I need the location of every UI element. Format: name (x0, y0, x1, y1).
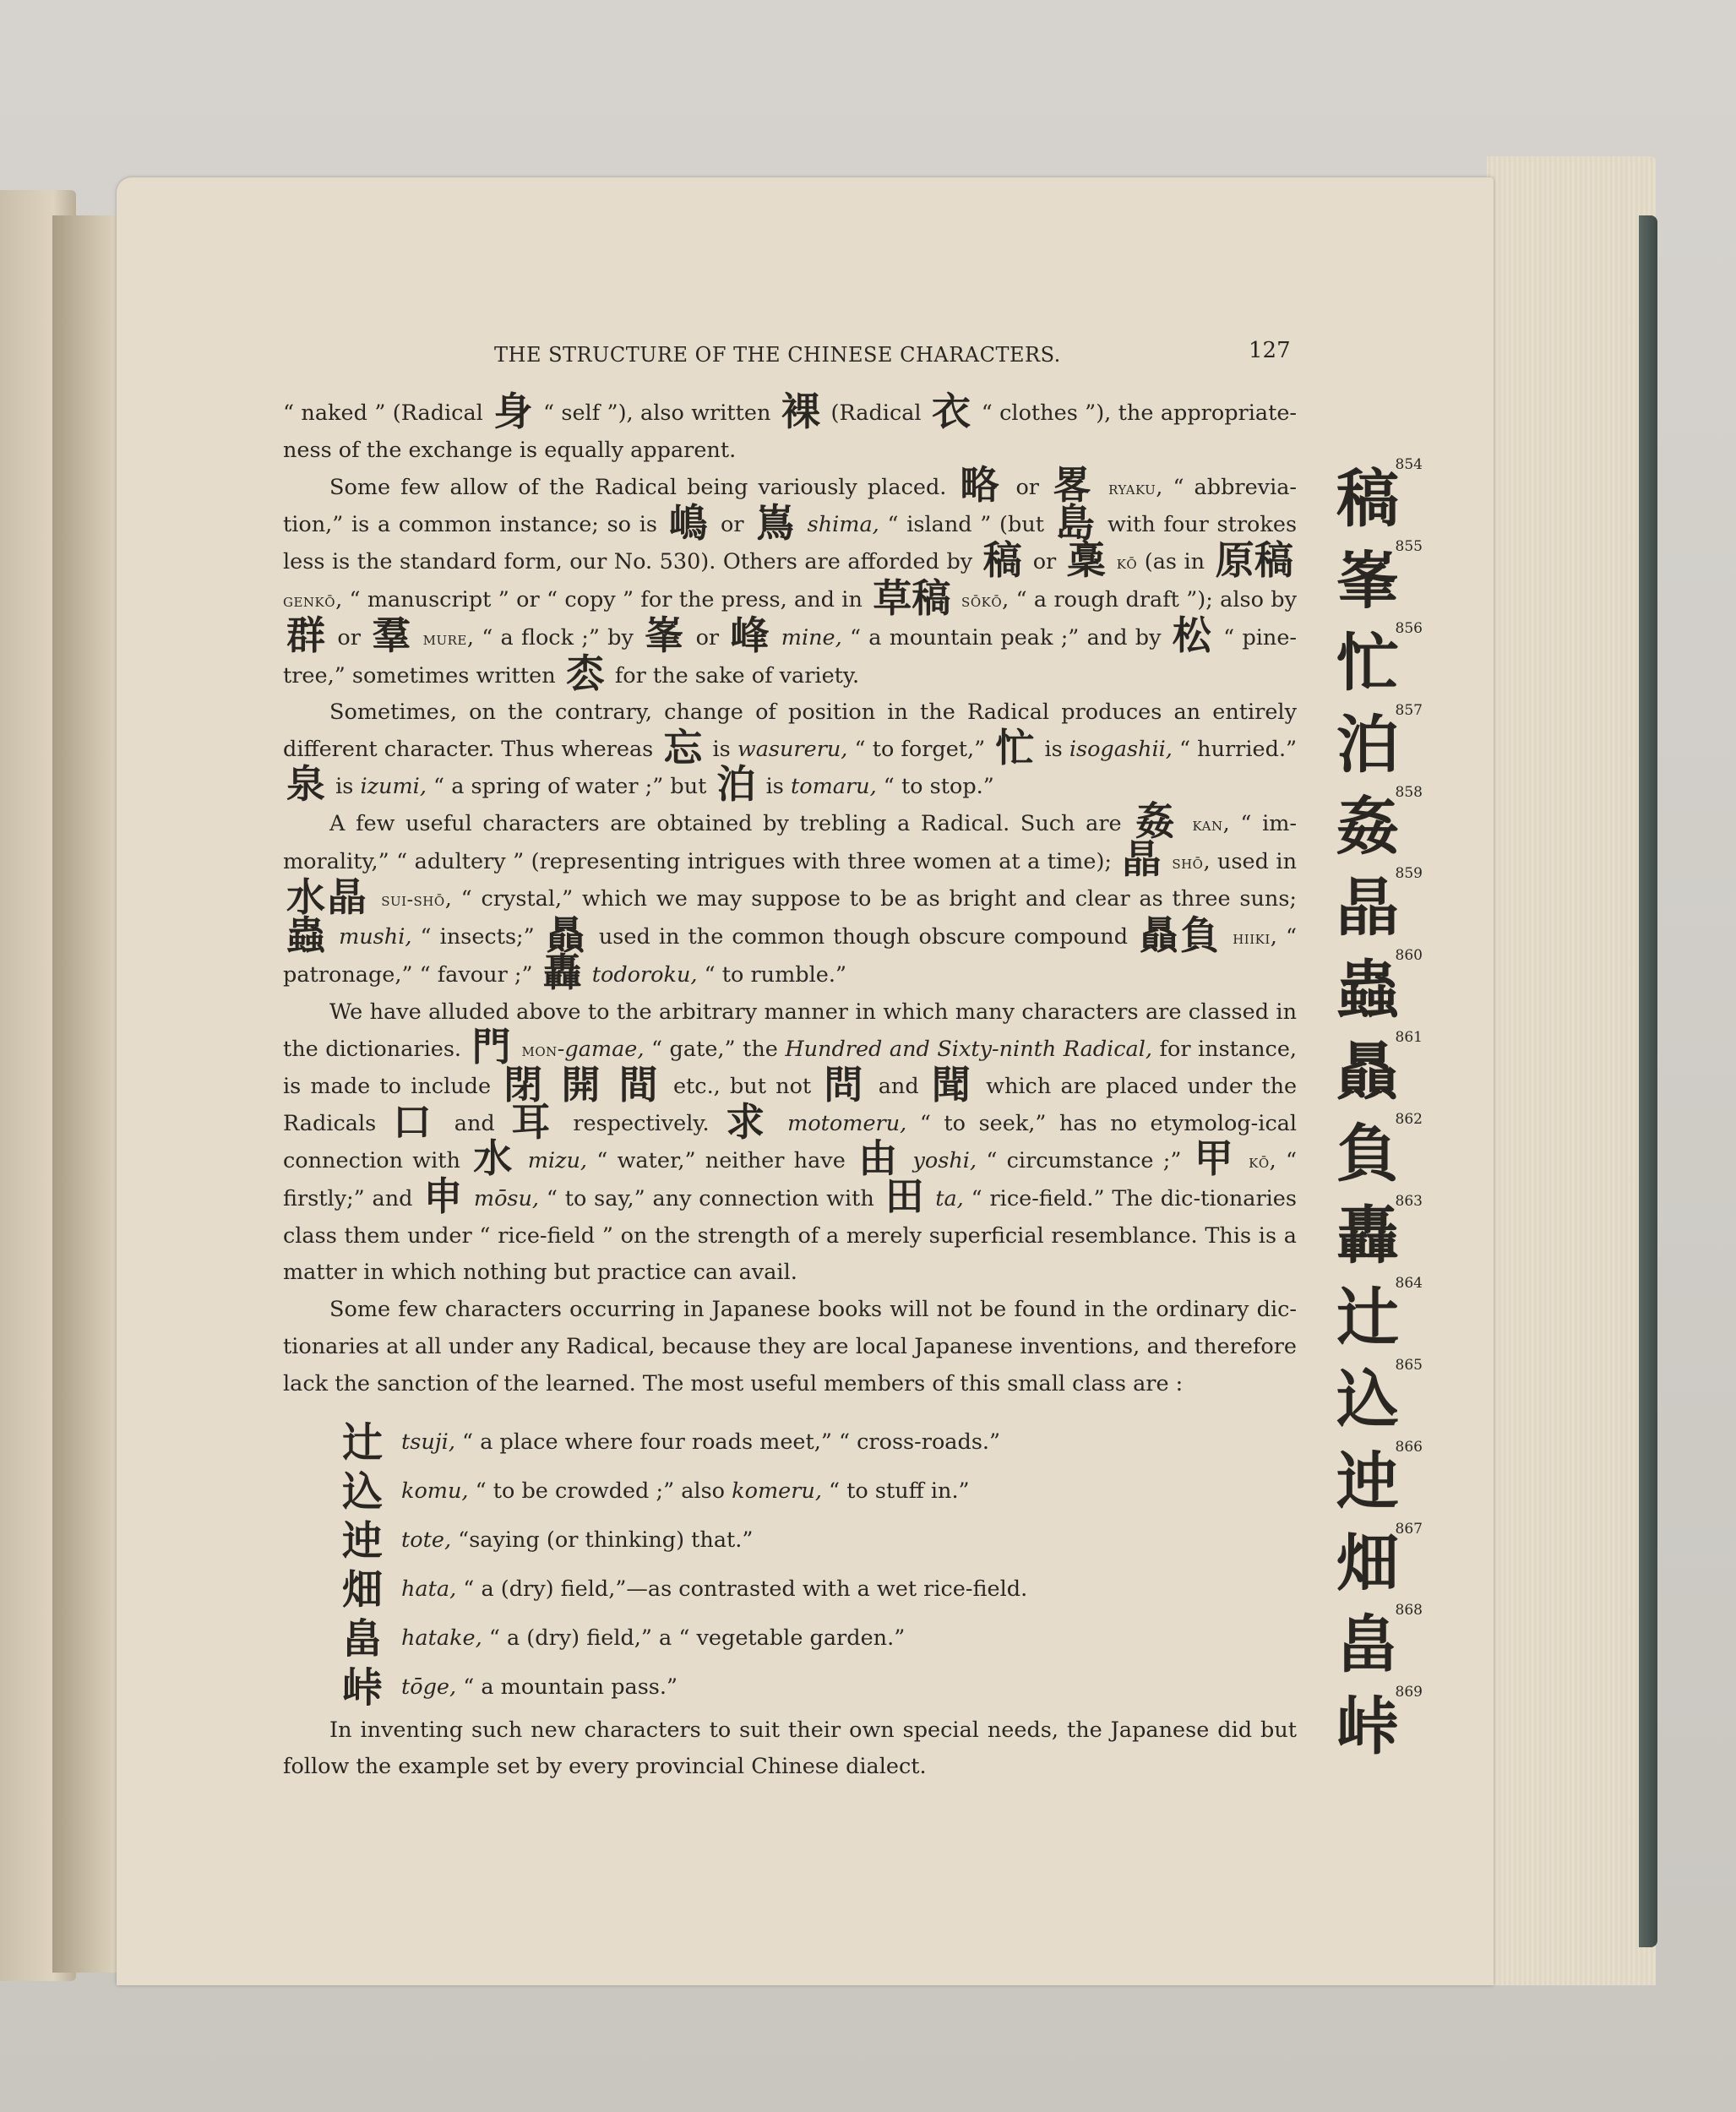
glossary-definition: tsuji, “ a place where four roads meet,” “ cross-roads.” (401, 1429, 1001, 1455)
glossary-definition: hatake, “ a (dry) field,” a “ vegetable garden.” (401, 1625, 906, 1651)
closing-paragraph: In inventing such new characters to suit their own special needs, the Japanese did but follow the example set by every provincial Chinese dialect. (283, 1717, 1297, 1780)
entry-kanji: 姦 (1336, 790, 1399, 863)
glossary-kanji: 畠 (342, 1614, 384, 1663)
kanji: 甲 (1194, 1135, 1236, 1182)
entry-number: 860 (1395, 947, 1423, 965)
kanji: 忘 (663, 724, 703, 770)
romanization: mushi, (339, 924, 412, 950)
running-head: THE STRUCTURE OF THE CHINESE CHARACTERS. (494, 343, 1061, 367)
glossary-kanji: 畑 (342, 1565, 384, 1614)
entry-kanji: 辻 (1336, 1281, 1399, 1354)
glossary-row (342, 1418, 1297, 1467)
entry-number: 855 (1395, 537, 1423, 555)
glossary-definition: komu, “ to be crowded ;” also komeru, “ to stuff in.” (401, 1478, 970, 1504)
text-body (283, 388, 1298, 1786)
kanji: 贔 (546, 912, 587, 958)
entry-number: 867 (1395, 1520, 1423, 1538)
margin-entry (1335, 1602, 1428, 1684)
kanji: 羣 (372, 612, 412, 659)
romanization: hiiki (1233, 928, 1271, 950)
entry-number: 859 (1395, 865, 1423, 883)
romanization: ta, (935, 1185, 964, 1211)
entry-kanji: 迚 (1336, 1445, 1399, 1518)
kanji: 忙 (995, 724, 1035, 770)
kanji: 蟲 (286, 912, 327, 958)
kanji: 峯 (645, 612, 685, 659)
entry-kanji: 込 (1336, 1363, 1399, 1436)
glossary-kanji: 峠 (342, 1663, 384, 1712)
kanji: 由 (858, 1135, 901, 1182)
romanization: shima, (807, 512, 879, 538)
kanji: 轟 (542, 950, 582, 996)
paragraph-1: “ naked ” (Radical 身 “ self ”), also written 裸 (Radical 衣 “ clothes ”), the appropriate-ness of the exchange is equally apparent. (283, 388, 1298, 463)
kanji: 贔負 (1140, 912, 1222, 958)
romanization: ryaku (1108, 477, 1156, 499)
kanji: 身 (493, 388, 533, 434)
paragraph-6: Some few characters occurring in Japanese books will not be found in the ordinary dic-tionaries at all under any Radical, because they are local Japanese inventions, and therefore lack the sanction of the learned. The most useful members of this small class are : (283, 1297, 1297, 1396)
kanji: 島 (1055, 499, 1097, 546)
romanization: yoshi, (912, 1147, 977, 1173)
kanji: 松 (1172, 612, 1212, 659)
kanji: 衣 (932, 388, 971, 434)
romanization: mine, (781, 624, 842, 650)
romanization: genkō (283, 590, 336, 612)
paragraph-5: We have alluded above to the arbitrary manner in which many characters are classed in the dictionaries. 門 mon-gamae, “ gate,” the Hundred and Sixty-ninth Radical, for instance, is made to include 閉 開 間 etc., but not 問 and 聞 which are placed under the Radicals 口 and 耳 respectively. 求 motomeru, “ to seek,” has no etymolog-ical connection with 水 mizu, “ water,” neither have 由 yoshi, “ circumstance ;” 甲 kō, “ firstly;” and 申 mōsu, “ to say,” any connection with 田 ta, “ rice-field.” The dic-tionaries class them under “ rice-field ” on the strength of a merely superficial resemblance. This is a matter in which nothing but practice can avail. (283, 999, 1298, 1286)
kanji: 水 (473, 1135, 515, 1182)
entry-number: 868 (1395, 1602, 1423, 1619)
glossary-row (342, 1614, 1297, 1663)
glossary-kanji: 込 (342, 1467, 384, 1516)
paragraph-4: A few useful characters are obtained by trebling a Radical. Such are 姦 kan, “ im-morality,” “ adultery ” (representing intrigues with three women at a time); 晶 shō, used in 水晶 sui-shō, “ crystal,” which we may suppose to be as bright and clear as three suns; 蟲 mushi, “ insects;” 贔 used in the common though obscure compound 贔負 hiiki, “ patronage,” “ favour ;” 轟 todoroku, “ to rumble.” (283, 798, 1298, 996)
romanization: motomeru, (787, 1111, 907, 1137)
margin-entry (1335, 538, 1428, 620)
romanization: kō (1249, 1151, 1270, 1173)
margin-entry (1335, 1029, 1428, 1111)
japanese-kanji-glossary (342, 1418, 1297, 1712)
margin-entry (1335, 1439, 1428, 1521)
glossary-row (342, 1663, 1297, 1712)
margin-entry (1335, 1684, 1428, 1766)
romanization: wasureru, (737, 737, 848, 763)
kanji: 田 (884, 1173, 925, 1220)
kanji: 泊 (716, 761, 756, 808)
kanji: 原稿 (1215, 536, 1294, 583)
kanji: 求 (726, 1098, 771, 1145)
paragraph-3: Sometimes, on the contrary, change of position in the Radical produces an entirely different character. Thus whereas 忘 is wasureru, “ to forget,” 忙 is isogashii, “ hurried.” 泉 is izumi, “ a spring of water ;” but 泊 is tomaru, “ to stop.” (283, 699, 1298, 808)
entry-number: 861 (1395, 1029, 1423, 1047)
kanji: 略 (960, 462, 1003, 509)
entry-number: 854 (1395, 456, 1423, 473)
romanization: shō (1172, 852, 1204, 874)
entry-number: 856 (1395, 619, 1423, 637)
margin-entry (1335, 784, 1428, 866)
kanji: 裸 (781, 388, 821, 434)
kanji: 申 (423, 1173, 464, 1220)
kanji: 聞 (931, 1061, 973, 1108)
page-stack-edge (1487, 156, 1656, 1985)
margin-entry (1335, 702, 1428, 784)
glossary-definition: hata, “ a (dry) field,”—as contrasted with a wet rice-field. (401, 1576, 1028, 1602)
romanization: sōkō (961, 590, 1003, 612)
entry-number: 863 (1395, 1193, 1423, 1211)
page-number: 127 (1249, 338, 1291, 363)
romanization: mōsu, (473, 1185, 540, 1211)
glossary-kanji: 迚 (342, 1516, 384, 1565)
entry-number: 858 (1395, 783, 1423, 801)
margin-entry (1335, 1111, 1428, 1193)
romanization: tomaru, (790, 773, 877, 799)
kanji: 閉 開 間 (503, 1061, 661, 1108)
kanji: 姦 (1135, 798, 1178, 845)
entry-number: 862 (1395, 1111, 1423, 1129)
entry-kanji: 峯 (1336, 544, 1399, 618)
kanji: 問 (824, 1061, 866, 1108)
kanji: 枩 (565, 650, 605, 697)
entry-number: 857 (1395, 701, 1423, 719)
romanization: mure (422, 628, 467, 650)
margin-entry (1335, 947, 1428, 1029)
entry-number: 866 (1395, 1438, 1423, 1456)
glossary-row (342, 1516, 1297, 1565)
kanji: 嶋 (668, 499, 710, 546)
romanization: izumi, (360, 773, 427, 799)
entry-number: 864 (1395, 1274, 1423, 1292)
glossary-definition: tote, “saying (or thinking) that.” (401, 1527, 754, 1553)
kanji: 耳 (511, 1098, 557, 1145)
entry-kanji: 泊 (1336, 708, 1399, 781)
margin-entry (1335, 865, 1428, 947)
kanji: 口 (392, 1098, 438, 1145)
kanji: 門 (471, 1024, 511, 1070)
kanji: 泉 (286, 761, 325, 808)
entry-kanji: 畑 (1336, 1527, 1399, 1600)
margin-entry (1335, 456, 1428, 538)
entry-number: 869 (1395, 1684, 1423, 1701)
margin-entry (1335, 620, 1428, 702)
entry-kanji: 晶 (1336, 872, 1399, 945)
margin-entry (1335, 1275, 1428, 1357)
romanization: kō (1116, 552, 1138, 574)
radical-name: Hundred and Sixty-ninth Radical, (785, 1036, 1153, 1062)
romanization: todoroku, (591, 961, 698, 988)
glossary-row (342, 1467, 1297, 1516)
entry-kanji: 忙 (1336, 626, 1399, 699)
kanji: 草稿 (873, 574, 951, 621)
kanji: 稿 (982, 536, 1023, 583)
romanization: sui-shō (381, 890, 445, 912)
kanji: 群 (286, 612, 327, 659)
kanji: 嶌 (755, 499, 796, 546)
romanization: isogashii, (1069, 737, 1173, 763)
entry-kanji: 轟 (1336, 1200, 1399, 1273)
entry-kanji: 稿 (1336, 463, 1399, 536)
entry-number: 865 (1395, 1356, 1423, 1374)
romanization: mizu, (527, 1147, 588, 1173)
glossary-definition: tōge, “ a mountain pass.” (401, 1674, 678, 1700)
margin-character-list (1335, 456, 1428, 1766)
entry-kanji: 畠 (1336, 1608, 1399, 1682)
entry-kanji: 負 (1336, 1118, 1399, 1191)
entry-kanji: 峠 (1336, 1690, 1399, 1764)
kanji: 峰 (730, 612, 770, 659)
kanji: 晶 (1122, 836, 1162, 883)
romanization: mon (521, 1039, 558, 1061)
glossary-row (342, 1565, 1297, 1614)
kanji: 水晶 (286, 874, 369, 920)
entry-kanji: 贔 (1336, 1036, 1399, 1109)
margin-entry (1335, 1357, 1428, 1439)
paragraph-2: Some few allow of the Radical being variously placed. 略 or 畧 ryaku, “ abbrevia-tion,” is a common instance; so is 嶋 or 嶌 shima, “ island ” (but 島 with four strokes less is the standard form, our No. 530). Others are afforded by 稿 or 稾 kō (as in 原稿 genkō, “ manuscript ” or “ copy ” for the press, and in 草稿 sōkō, “ a rough draft ”); also by 群 or 羣 mure, “ a flock ;” by 峯 or 峰 mine, “ a mountain peak ;” and by 松 “ pine-tree,” sometimes written 枩 for the sake of variety. (283, 462, 1298, 697)
margin-entry (1335, 1521, 1428, 1603)
kanji: 稾 (1066, 536, 1107, 583)
kanji: 畧 (1053, 462, 1096, 509)
entry-kanji: 蟲 (1336, 954, 1399, 1027)
glossary-kanji: 辻 (342, 1418, 384, 1467)
margin-entry (1335, 1193, 1428, 1275)
romanization: kan (1192, 814, 1223, 836)
book-cover-edge (1639, 215, 1657, 1947)
